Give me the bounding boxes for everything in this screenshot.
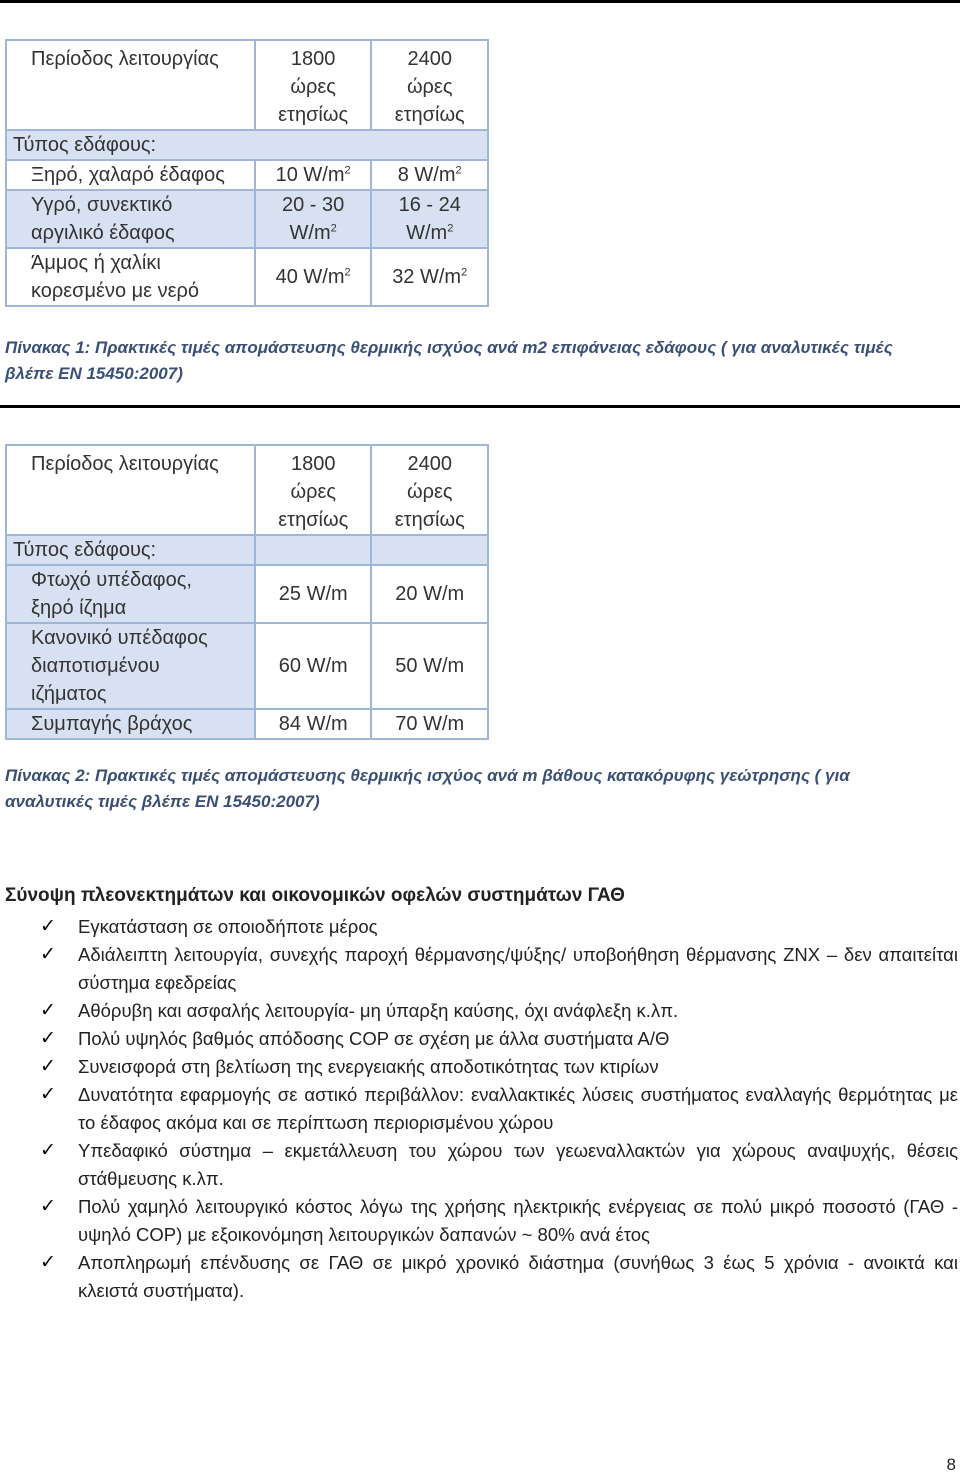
value-1800h: 40 $W/m^2$	[255, 248, 372, 306]
header-hours-value: 2400	[407, 48, 452, 70]
list-item: ✓ Δυνατότητα εφαρμογής σε αστικό περιβάλλον: εναλλακτικές λύσεις συστήματος εναλλαγής θερμότητας με το έδαφος ακόμα και σε περίπτωση περιορισμένου χώρου	[40, 1081, 958, 1137]
table-2-section-label: Τύπος εδάφους:	[6, 535, 255, 565]
table-1-header-row	[6, 40, 488, 130]
table-row	[6, 190, 488, 248]
table-2-col2-header	[371, 445, 488, 535]
value-range: 16 - 24	[398, 194, 461, 216]
table-row	[6, 565, 488, 623]
table-2-col1-header	[255, 445, 371, 535]
empty-cell	[371, 535, 488, 565]
page-number: 8	[946, 1455, 956, 1474]
checkmark-icon: ✓	[40, 1084, 56, 1105]
table-row	[6, 709, 488, 739]
value-1800h: 10 $W/m^2$	[255, 160, 372, 190]
empty-cell	[255, 535, 371, 565]
checkmark-icon: ✓	[40, 1252, 56, 1273]
list-item: ✓ Υπεδαφικό σύστημα – εκμετάλλευση του χώρου των γεωεναλλακτών για χώρους αναψυχής, θέσεις στάθμευσης κ.λπ.	[40, 1137, 958, 1193]
soil-type-label: Ξηρό, χαλαρό έδαφος	[6, 160, 255, 190]
table-1-caption: Πίνακας 1: Πρακτικές τιμές απομάστευσης θερμικής ισχύος ανά m2 επιφάνειας εδάφους ( για αναλυτικές τιμές βλέπε EN 15450:2007)	[5, 338, 893, 383]
checkmark-icon: ✓	[40, 1196, 56, 1217]
list-item: ✓ Αθόρυβη και ασφαλής λειτουργία- μη ύπαρξη καύσης, όχι ανάφλεξη κ.λπ.	[40, 997, 958, 1025]
table-1-period-label: Περίοδος λειτουργίας	[6, 40, 255, 130]
table-1-col2-header	[371, 40, 488, 130]
value-1800h: 84 W/m	[255, 709, 371, 739]
value-1800h: 60 W/m	[255, 623, 371, 709]
advantages-list	[40, 913, 958, 1305]
ground-type-label	[6, 623, 255, 709]
label-line: ιζήματος	[31, 683, 107, 705]
header-hours-period: ετησίως	[394, 104, 465, 126]
value-1800h: 20 - 30 $W/m^2$	[255, 190, 372, 248]
table-2-period-label: Περίοδος λειτουργίας	[6, 445, 255, 535]
label-line: Φτωχό υπέδαφος,	[31, 569, 192, 591]
list-item: ✓ Αποπληρωμή επένδυσης σε ΓΑΘ σε μικρό χρονικό διάστημα (συνήθως 3 έως 5 χρόνια - ανοικτά και κλειστά συστήματα).	[40, 1249, 958, 1305]
list-item: ✓ Πολύ υψηλός βαθμός απόδοσης COP σε σχέση με άλλα συστήματα Α/Θ	[40, 1025, 958, 1053]
label-line: κορεσμένο με νερό	[31, 280, 200, 302]
value-2400h: 32 $W/m^2$	[371, 248, 488, 306]
value-2400h: 16 - 24 $W/m^2$	[371, 190, 488, 248]
label-line: αργιλικό έδαφος	[31, 222, 175, 244]
summary-title: Σύνοψη πλεονεκτημάτων και οικονομικών οφελών συστημάτων ΓΑΘ	[5, 885, 625, 906]
list-item: ✓ Εγκατάσταση σε οποιοδήποτε μέρος	[40, 913, 958, 941]
table-1-section-label: Τύπος εδάφους:	[6, 130, 488, 160]
checkmark-icon: ✓	[40, 1140, 56, 1161]
top-rule	[0, 0, 960, 3]
header-hours-value: 2400	[407, 453, 452, 475]
label-line: Υγρό, συνεκτικό	[31, 194, 173, 216]
header-hours-unit: ώρες	[406, 481, 453, 503]
checkmark-icon: ✓	[40, 1056, 56, 1077]
table-1	[5, 39, 489, 307]
table-2	[5, 444, 489, 740]
list-item: ✓ Αδιάλειπτη λειτουργία, συνεχής παροχή θέρμανσης/ψύξης/ υποβοήθηση θέρμανσης ΖΝΧ – δεν απαιτείται σύστημα εφεδρείας	[40, 941, 958, 997]
label-line: Κανονικό υπέδαφος	[31, 627, 208, 649]
list-item: ✓ Συνεισφορά στη βελτίωση της ενεργειακής αποδοτικότητας των κτιρίων	[40, 1053, 958, 1081]
checkmark-icon: ✓	[40, 1000, 56, 1021]
table-2-caption: Πίνακας 2: Πρακτικές τιμές απομάστευσης θερμικής ισχύος ανά m βάθους κατακόρυφης γεώτρησης ( για αναλυτικές τιμές βλέπε EN 15450:2007)	[5, 766, 850, 811]
label-line: Άμμος ή χαλίκι	[31, 252, 161, 274]
label-line: διαποτισμένου	[31, 655, 160, 677]
table-row	[6, 248, 488, 306]
value-2400h: 20 W/m	[371, 565, 488, 623]
section-rule	[0, 405, 960, 408]
table-2-section-row	[6, 535, 488, 565]
header-hours-unit: ώρες	[290, 76, 336, 98]
soil-type-label	[6, 190, 255, 248]
table-row	[6, 160, 488, 190]
value-2400h: 50 W/m	[371, 623, 488, 709]
checkmark-icon: ✓	[40, 944, 56, 965]
header-hours-value: 1800	[290, 453, 336, 475]
checkmark-icon: ✓	[40, 1028, 56, 1049]
table-1-col1-header	[255, 40, 372, 130]
table-1-section-row	[6, 130, 488, 160]
ground-type-label: Συμπαγής βράχος	[6, 709, 255, 739]
soil-type-label	[6, 248, 255, 306]
value-2400h: 8 $W/m^2$	[371, 160, 488, 190]
list-item: ✓ Πολύ χαμηλό λειτουργικό κόστος λόγω της χρήσης ηλεκτρικής ενέργειας σε πολύ μικρό ποσοστό (ΓΑΘ - υψηλό COP) με εξοικονόμηση λειτουργικών δαπανών ~ 80% ανά έτος	[40, 1193, 958, 1249]
header-hours-unit: ώρες	[406, 76, 453, 98]
header-hours-value: 1800	[290, 48, 336, 70]
table-2-header-row	[6, 445, 488, 535]
value-2400h: 70 W/m	[371, 709, 488, 739]
label-line: ξηρό ίζημα	[31, 597, 127, 619]
ground-type-label	[6, 565, 255, 623]
header-hours-period: ετησίως	[278, 104, 349, 126]
header-hours-unit: ώρες	[290, 481, 337, 503]
value-1800h: 25 W/m	[255, 565, 371, 623]
table-row	[6, 623, 488, 709]
checkmark-icon: ✓	[40, 916, 56, 937]
value-range: 20 - 30	[282, 194, 345, 216]
header-hours-period: ετησίως	[394, 509, 465, 531]
header-hours-period: ετησίως	[278, 509, 349, 531]
